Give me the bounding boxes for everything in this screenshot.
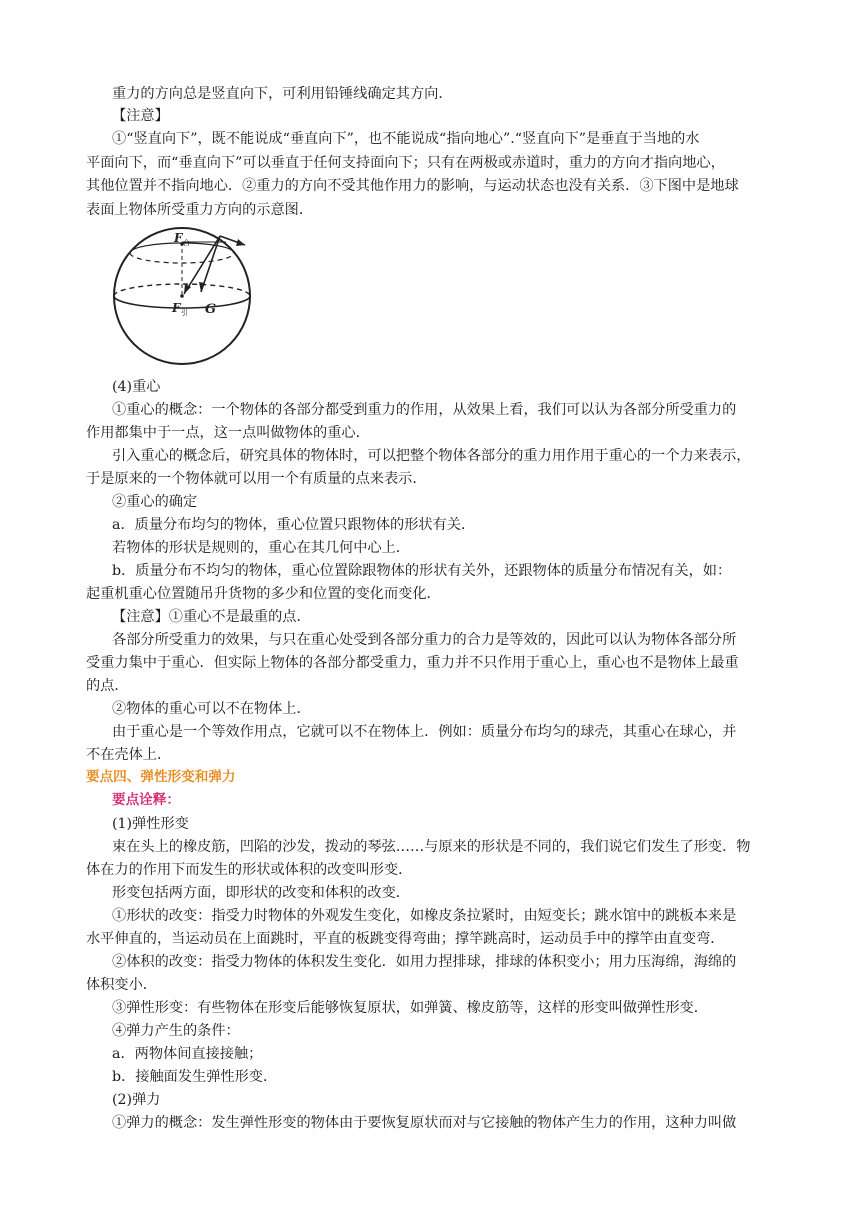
section-heading-center-of-gravity: (4)重心: [112, 379, 161, 395]
paragraph-line: 水平伸直的，当运动员在上面跳时，平直的板跳变得弯曲；撑竿跳高时，运动员手中的撑竿由直变弯．: [86, 931, 725, 947]
paragraph-line: ④弹力产生的条件：: [112, 1023, 240, 1039]
key-points-label: 要点诠释：: [112, 792, 180, 808]
label-f-bottom-sub: 引: [181, 309, 188, 317]
f-centripetal-arrowhead: [236, 239, 245, 246]
paragraph-line: 形变包括两方面，即形状的改变和体积的改变．: [112, 885, 410, 901]
paragraph-line: 的点．: [86, 678, 129, 694]
paragraph-line: a．质量分布均匀的物体，重心位置只跟物体的形状有关．: [112, 517, 476, 533]
earth-gravity-diagram: [108, 222, 268, 368]
paragraph-line: ②物体的重心可以不在物体上．: [112, 701, 311, 717]
label-f-bottom: F: [172, 301, 181, 315]
center-point: [180, 294, 184, 298]
paragraph-line: 若物体的形状是规则的，重心在其几何中心上．: [112, 540, 410, 556]
paragraph-line: 其他位置并不指向地心．②重力的方向不受其他作用力的影响，与运动状态也没有关系．③下图中是地球: [86, 178, 739, 194]
note-heading: 【注意】: [112, 108, 169, 124]
paragraph-line: ①重心的概念：一个物体的各部分都受到重力的作用，从效果上看，我们可以认为各部分所受重力的: [112, 402, 737, 418]
paragraph-line: 【注意】①重心不是最重的点．: [112, 609, 311, 625]
paragraph-line: 各部分所受重力的效果，与只在重心处受到各部分重力的合力是等效的，因此可以认为物体各部分所: [112, 632, 737, 648]
paragraph-line: 体在力的作用下而发生的形状或体积的改变叫形变．: [86, 862, 413, 878]
paragraph-line: 不在壳体上．: [86, 747, 172, 763]
paragraph-line: 于是原来的一个物体就可以用一个有质量的点来表示．: [86, 471, 427, 487]
paragraph-line: b．质量分布不均匀的物体，重心位置除跟物体的形状有关外，还跟物体的质量分布情况有关，如：: [112, 563, 732, 579]
paragraph-line: 束在头上的橡皮筋，凹陷的沙发，拨动的琴弦……与原来的形状是不同的，我们说它们发生了形变．物: [112, 839, 751, 855]
paragraph-line: b．接触面发生弹性形变．: [112, 1069, 278, 1085]
paragraph-line: ①“竖直向下”，既不能说成“垂直向下”，也不能说成“指向地心”.“竖直向下”是垂直于当地的水: [112, 131, 700, 147]
paragraph-line: 受重力集中于重心．但实际上物体的各部分都受重力，重力并不只作用于重心上，重心也不是物体上最重: [86, 655, 739, 671]
paragraph-line: ①形状的改变：指受力时物体的外观发生变化，如橡皮条拉紧时，由短变长；跳水馆中的跳板本来是: [112, 908, 737, 924]
paragraph-line: ①弹力的概念：发生弹性形变的物体由于要恢复原状而对与它接触的物体产生力的作用，这种力叫做: [112, 1115, 737, 1131]
paragraph-line: 起重机重心位置随吊升货物的多少和位置的变化而变化．: [86, 586, 441, 602]
paragraph-line: ③弹性形变：有些物体在形变后能够恢复原状，如弹簧、橡皮筋等，这样的形变叫做弹性形变．: [112, 1000, 708, 1016]
paragraph-line: 引入重心的概念后，研究具体的物体时，可以把整个物体各部分的重力用作用于重心的一个力来表示，: [112, 448, 751, 464]
paragraph-line: a．两物体间直接接触；: [112, 1046, 263, 1062]
paragraph-line: ②重心的确定: [112, 494, 198, 510]
subheading-elastic-deformation: (1)弹性形变: [112, 816, 189, 832]
paragraph-line: 平面向下，而“垂直向下”可以垂直于任何支持面向下；只有在两极或赤道时，重力的方向才指向地心，: [86, 155, 725, 171]
label-f-top: F: [174, 231, 183, 245]
paragraph-line: 作用都集中于一点，这一点叫做物体的重心．: [86, 425, 370, 441]
label-f-top-sub: 合: [183, 239, 190, 247]
paragraph-line: 表面上物体所受重力方向的示意图．: [86, 202, 314, 218]
subheading-elastic-force: (2)弹力: [112, 1092, 161, 1108]
gravity-direction-text: 重力的方向总是竖直向下，可利用铅锤线确定其方向．: [112, 86, 453, 102]
paragraph-line: 体积变小．: [86, 977, 157, 993]
paragraph-line: ②体积的改变：指受力物体的体积发生变化．如用力捏排球，排球的体积变小；用力压海绵，海绵的: [112, 954, 737, 970]
section-heading-elastic: 要点四、弹性形变和弹力: [86, 769, 236, 785]
paragraph-line: 由于重心是一个等效作用点，它就可以不在物体上．例如：质量分布均匀的球壳，其重心在球心，并: [112, 724, 737, 740]
label-g: G: [205, 302, 217, 317]
